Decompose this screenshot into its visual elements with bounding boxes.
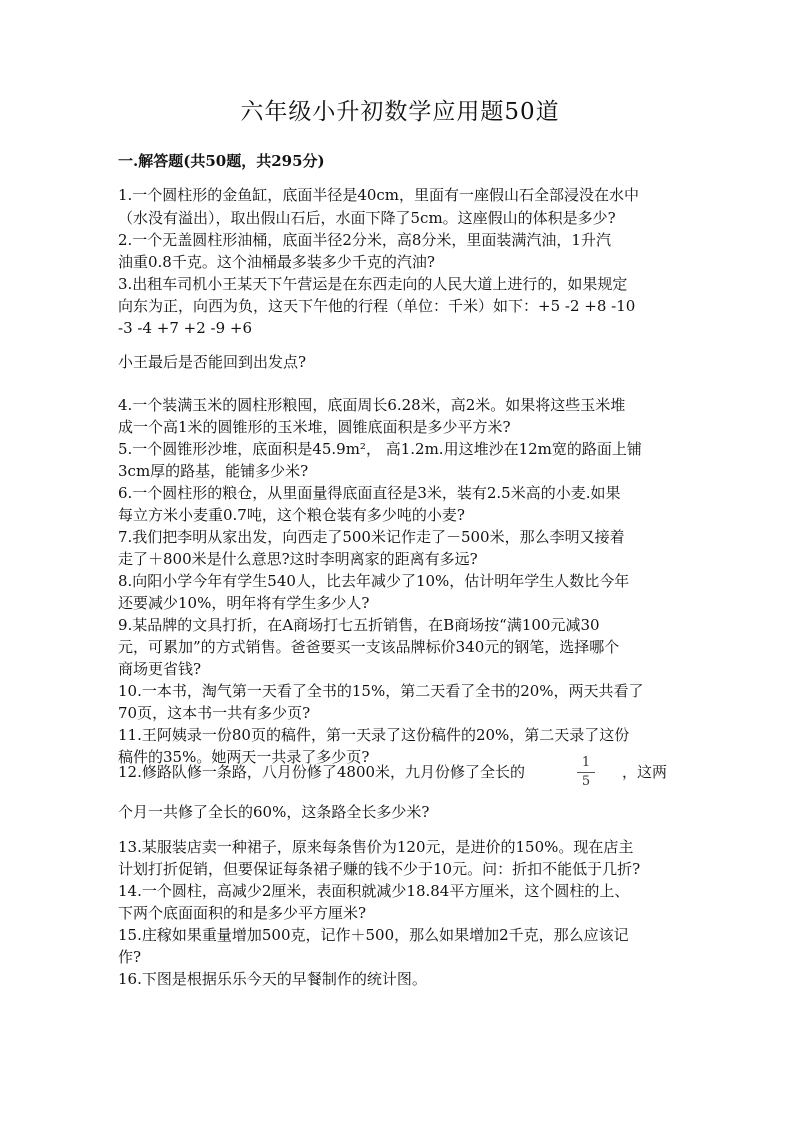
text-line: 10.一本书，淘气第一天看了全书的15%，第二天看了全书的20%，两天共看了 (118, 682, 644, 700)
text-line: 9.某品牌的文具打折，在A商场打七五折销售，在B商场按“满100元减30 (118, 616, 600, 634)
text-line: 元，可累加”的方式销售。爸爸要买一支该品牌标价340元的钢笔，选择哪个 (118, 638, 620, 656)
text-line: 3cm厚的路基，能铺多少米? (118, 462, 309, 480)
fraction-bar (577, 772, 595, 773)
text-line: 1.一个圆柱形的金鱼缸，底面半径是40cm，里面有一座假山石全部浸没在水中 (118, 186, 640, 204)
text-line: 下两个底面面积的和是多少平方厘米? (118, 904, 367, 922)
text-line: 作? (118, 948, 142, 966)
text-line: 13.某服装店卖一种裙子，原来每条售价为120元，是进价的150%。现在店主 (118, 838, 634, 856)
text-line: 每立方米小麦重0.7吨，这个粮仓装有多少吨的小麦? (118, 506, 465, 524)
text-line: 油重0.8千克。这个油桶最多装多少千克的汽油? (118, 253, 435, 271)
text-line: 6.一个圆柱形的粮仓，从里面量得底面直径是3米，装有2.5米高的小麦.如果 (118, 484, 621, 502)
text-line: ，这两 (622, 763, 668, 781)
text-line: 商场更省钱? (118, 660, 202, 678)
text-line: 8.向阳小学今年有学生540人，比去年减少了10%，估计明年学生人数比今年 (118, 572, 630, 590)
text-line: 计划打折促销，但要保证每条裙子赚的钱不少于10元。问：折扣不能低于几折? (118, 860, 641, 878)
text-line: 个月一共修了全长的60%，这条路全长多少米? (118, 803, 430, 821)
text-line: 16.下图是根据乐乐今天的早餐制作的统计图。 (118, 970, 427, 988)
text-line: 70页，这本书一共有多少页? (118, 704, 311, 722)
text-line: 3.出租车司机小王某天下午营运是在东西走向的人民大道上进行的，如果规定 (118, 275, 628, 293)
fraction-numerator: 1 (581, 755, 591, 770)
text-line: 14.一个圆柱，高减少2厘米，表面积就减少18.84平方厘米，这个圆柱的上、 (118, 882, 630, 900)
text-line: 成一个高1米的圆锥形的玉米堆，圆锥底面积是多少平方米? (118, 418, 511, 436)
text-line: 稿件的35%。她两天一共录了多少页? (118, 748, 370, 766)
text-line: 还要减少10%，明年将有学生多少人? (118, 594, 370, 612)
fraction-one-fifth (573, 755, 599, 790)
section-heading: 一.解答题(共50题，共295分) (118, 152, 325, 170)
text-line: 5.一个圆锥形沙堆，底面积是45.9m²， 高1.2m.用这堆沙在12m宽的路面上铺 (118, 440, 642, 458)
text-line: （水没有溢出），取出假山石后，水面下降了5cm。这座假山的体积是多少? (118, 209, 616, 227)
text-line: -3 -4 +7 +2 -9 +6 (118, 319, 253, 337)
fraction-denominator: 5 (581, 774, 591, 789)
text-line: 2.一个无盖圆柱形油桶，底面半径2分米，高8分米，里面装满汽油，1升汽 (118, 231, 611, 249)
text-line: 走了＋800米是什么意思?这时李明离家的距离有多远? (118, 550, 478, 568)
text-line: 15.庄稼如果重量增加500克，记作＋500，那么如果增加2千克，那么应该记 (118, 926, 629, 944)
text-line: 12.修路队修一条路，八月份修了4800米，九月份修了全长的 (118, 763, 526, 781)
text-line: 11.王阿姨录一份80页的稿件，第一天录了这份稿件的20%，第二天录了这份 (118, 726, 630, 744)
text-line: 7.我们把李明从家出发，向西走了500米记作走了－500米，那么李明又接着 (118, 528, 625, 546)
text-line: 向东为正，向西为负，这天下午他的行程（单位：千米）如下：+5 -2 +8 -10 (118, 297, 636, 315)
text-line: 小王最后是否能回到出发点? (118, 353, 307, 371)
text-line: 4.一个装满玉米的圆柱形粮囤，底面周长6.28米，高2米。如果将这些玉米堆 (118, 396, 626, 414)
page-title: 六年级小升初数学应用题50道 (240, 99, 560, 125)
